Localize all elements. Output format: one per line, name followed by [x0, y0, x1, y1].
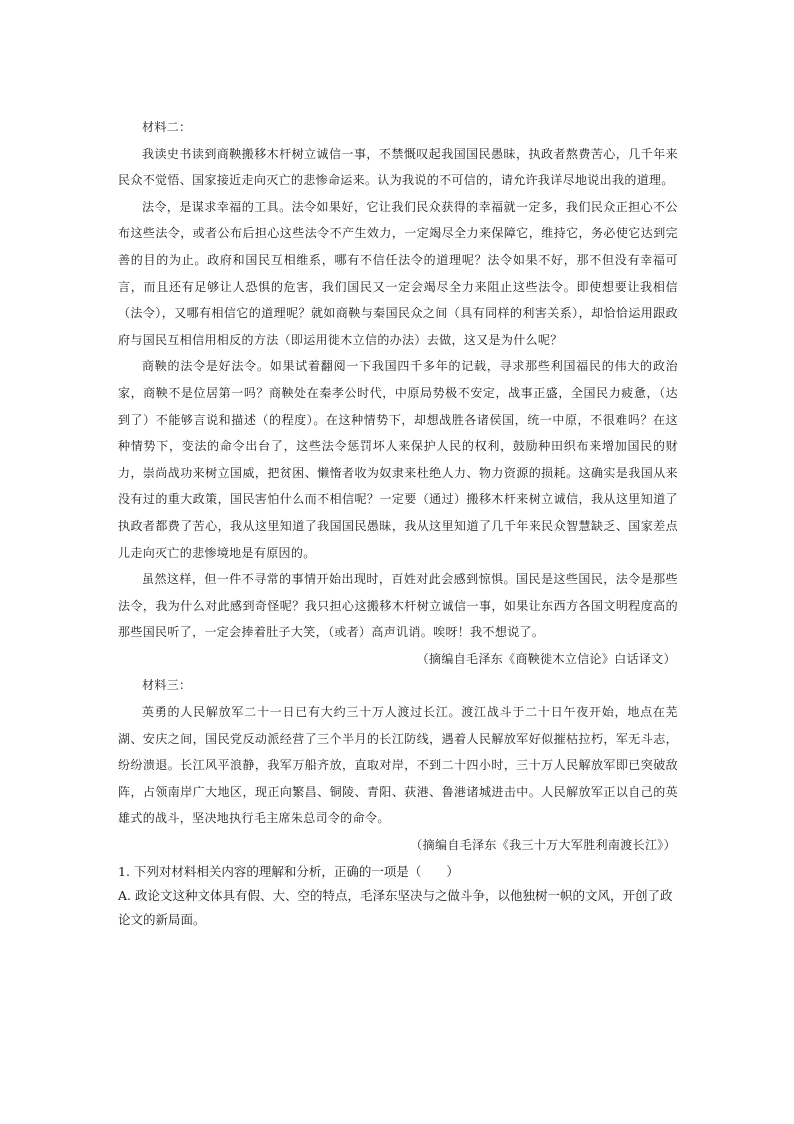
material-2-source: （摘编自毛泽东《商鞅徙木立信论》白话译文）: [416, 651, 676, 666]
material-3-heading: 材料三：: [142, 678, 192, 693]
article-body: [118, 114, 678, 859]
material-2-paragraph: 法令，是谋求幸福的工具。法令如果好，它让我们民众获得的幸福就一定多，我们民众正担心不公布这些法令，或者公布后担心这些法令不产生效力，一定竭尽全力来保障它，维持它，务必使它达到完善的目的为止。政府和国民互相维系，哪有不信任法令的道理呢？法令如果不好，那不但没有幸福可言，而且还有足够让人恐惧的危害，我们国民又一定会竭尽全力来阻止这些法令。即使想要让我相信（法令），又哪有相信它的道理呢？就如商鞅与秦国民众之间（具有同样的利害关系），却恰恰运用跟政府与国民互相信用相反的方法（即运用徙木立信的办法）去做，这又是为什么呢？: [118, 199, 678, 347]
option-a: A. 政论文这种文体具有假、大、空的特点，毛泽东坚决与之做斗争，以他独树一帜的文风，开创了政论文的新局面。: [118, 888, 673, 927]
material-2-paragraph: 商鞅的法令是好法令。如果试着翻阅一下我国四千多年的记载，寻求那些利国福民的伟大的政治家，商鞅不是位居第一吗？商鞅处在秦孝公时代，中原局势极不安定，战事正盛，全国民力疲惫，（达到了）不能够言说和描述（的程度）。在这种情势下，却想战胜各诸侯国，统一中原，不很难吗？在这种情势下，变法的命令出台了，这些法令惩罚坏人来保护人民的权利，鼓励种田织布来增加国民的财力，崇尚战功来树立国威，把贫困、懒惰者收为奴隶来杜绝人力、物力资源的损耗。这确实是我国从来没有过的重大政策，国民害怕什么而不相信呢？一定要（通过）搬移木杆来树立诚信，我从这里知道了执政者都费了苦心，我从这里知道了我国国民愚昧，我从这里知道了几千年来民众智慧缺乏、国家差点儿走向灭亡的悲惨境地是有原因的。: [118, 359, 678, 560]
question-stem: 1. 下列对材料相关内容的理解和分析，正确的一项是（ ）: [118, 864, 459, 879]
material-3-paragraph: 英勇的人民解放军二十一日已有大约三十万人渡过长江。渡江战斗于二十日午夜开始，地点在芜湖、安庆之间，国民党反动派经营了三个半月的长江防线，遇着人民解放军好似摧枯拉朽，军无斗志，纷纷溃退。长江风平浪静，我军万船齐放，直取对岸，不到二十四小时，三十万人民解放军即已突破敌阵，占领南岸广大地区，现正向繁昌、铜陵、青阳、荻港、鲁港诸城进击中。人民解放军正以自己的英雄式的战斗，坚决地执行毛主席朱总司令的命令。: [118, 705, 678, 826]
material-2-heading: 材料二：: [142, 120, 192, 134]
material-2-paragraph: 虽然这样，但一件不寻常的事情开始出现时，百姓对此会感到惊惧。国民是这些国民，法令是那些法令，我为什么对此感到奇怪呢？我只担心这搬移木杆树立诚信一事，如果让东西方各国文明程度高的那些国民听了，一定会捧着肚子大笑，（或者）高声讥诮。唉呀！我不想说了。: [118, 572, 678, 640]
question-block: [118, 860, 678, 932]
material-3-source: （摘编自毛泽东《我三十万大军胜利南渡长江》）: [410, 838, 676, 853]
material-2-paragraph: 我读史书读到商鞅搬移木杆树立诚信一事，不禁慨叹起我国国民愚昧，执政者熬费苦心，几千年来民众不觉悟、国家接近走向灭亡的悲惨命运来。认为我说的不可信的，请允许我详尽地说出我的道理。: [118, 146, 678, 188]
